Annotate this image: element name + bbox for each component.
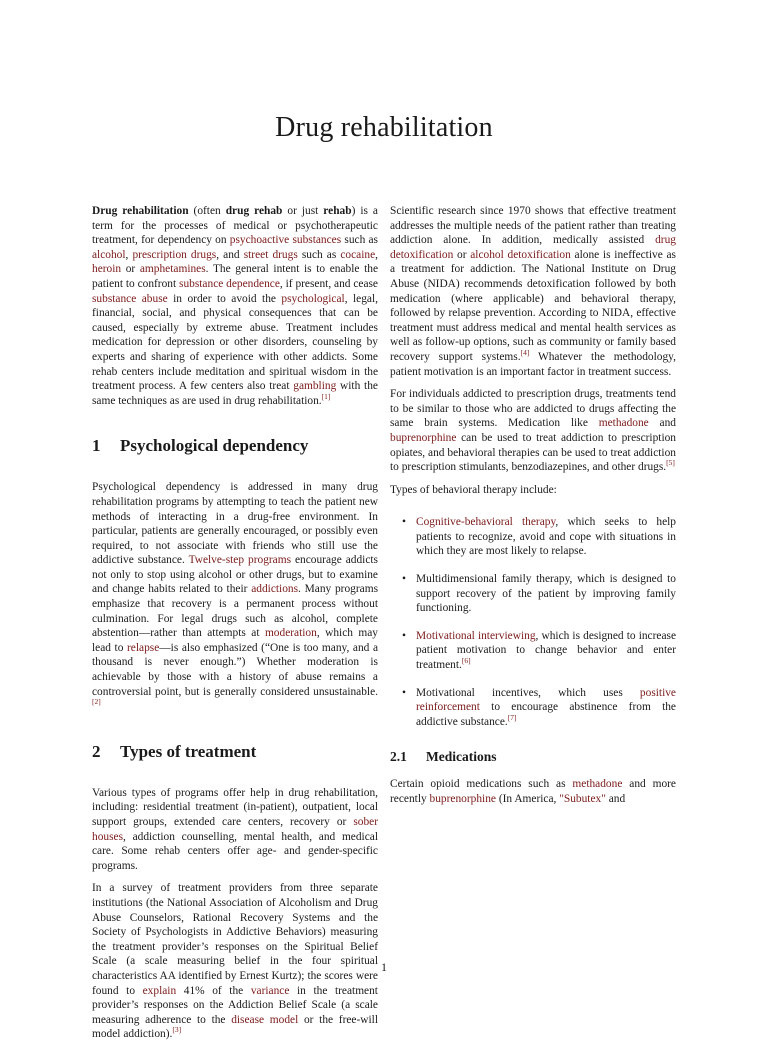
link-subutex[interactable]: "Subutex": [559, 793, 606, 805]
right-column: [390, 204, 676, 815]
prescription-drugs-paragraph: [390, 387, 676, 475]
text: (often: [188, 205, 226, 217]
text: Psychological dependency is addressed in many drug rehabilitation programs by attempting to teach the patient new methods of interacting in a drug-free environment. In particular, patients are generally encouraged, or possibly even required, to not associate with friends who still use the addictive substance.: [92, 481, 378, 567]
link-psychological[interactable]: psychological: [281, 292, 345, 305]
link-methadone-2[interactable]: methadone: [572, 778, 623, 791]
list-item: [416, 629, 676, 673]
link-methadone[interactable]: methadone: [598, 417, 649, 430]
link-variance[interactable]: variance: [250, 984, 290, 997]
link-relapse[interactable]: relapse: [127, 641, 160, 654]
link-cocaine[interactable]: cocaine: [340, 248, 376, 261]
scientific-research-paragraph: [390, 204, 676, 379]
text: , which seeks to help patients to recognize, avoid and cope with situations in which they are most likely to relapse.: [416, 516, 676, 558]
text: —is also emphasized (“One is too many, and a thousand is never enough.”) Whether moderation is achievable by those with a history of abuse remains a controversial point, but is generally considered unsustainable.: [92, 641, 378, 698]
text: such as: [297, 248, 341, 261]
link-street-drugs[interactable]: street drugs: [243, 248, 298, 261]
link-cognitive-behavioral-therapy[interactable]: Cognitive-behavioral therapy: [416, 516, 556, 529]
link-gambling[interactable]: gambling: [293, 380, 337, 393]
text: , and: [216, 248, 244, 261]
text: , addiction counselling, mental health, and medical care. Some rehab centers offer age- and gender-specific programs.: [92, 830, 378, 872]
citation-3[interactable]: [3]: [172, 1025, 182, 1035]
link-drug-detoxification[interactable]: drug detoxification: [390, 234, 676, 261]
subsection-number: 2.1: [390, 749, 407, 765]
section-heading-psychological-dependency: [92, 436, 378, 456]
text: ,: [375, 248, 378, 261]
intro-paragraph: [92, 204, 378, 408]
text: or the free-will model addiction).: [92, 1013, 378, 1041]
link-addictions[interactable]: addictions: [251, 583, 299, 596]
term-bold: rehab: [323, 205, 352, 217]
link-moderation[interactable]: moderation: [264, 627, 317, 640]
section-title: Types of treatment: [120, 741, 257, 761]
link-substance-dependence[interactable]: substance dependence: [179, 277, 280, 290]
text: (In America,: [495, 793, 560, 805]
text: . Many programs emphasize that recovery is a permanent process without culmination. For legal drugs such as alcohol, complete abstention—rather than attempts at: [92, 583, 378, 640]
text: Scientific research since 1970 shows that effective treatment addresses the multiple needs of the patient rather than treating addiction alone. In addition, medically assisted: [390, 205, 676, 247]
page-title: Drug rehabilitation: [275, 112, 493, 143]
text: and: [605, 793, 626, 805]
section-number: 1: [92, 436, 101, 456]
psychological-dependency-paragraph: [92, 480, 378, 714]
list-item: [416, 686, 676, 730]
text: Whatever the methodology, patient motivation is an important factor in treatment success.: [390, 350, 676, 378]
medications-paragraph: [390, 777, 676, 806]
text: . The general intent is to enable the patient to confront: [92, 263, 379, 290]
text: and more recently: [390, 778, 676, 805]
link-heroin[interactable]: heroin: [92, 263, 122, 276]
link-explain[interactable]: explain: [142, 984, 177, 997]
text: alone is ineffective as a treatment for addiction. The National Institute on Drug Abuse (NIDA) recommends detoxification followed by both medication (where applicable) and behavioral therapy, followed by relapse prevention. According to NIDA, effective treatment must address medical and mental health services as well as follow-up options, such as community or family based recovery support systems.: [390, 248, 676, 363]
citation-6[interactable]: [6]: [461, 656, 471, 666]
text: in order to avoid the: [167, 292, 282, 305]
left-column: [92, 204, 378, 1050]
link-buprenorphine-2[interactable]: buprenorphine: [429, 793, 496, 805]
text: Various types of programs offer help in drug rehabilitation, including: residential treatment (in-patient), outpatient, local support groups, extended care centers, recovery or: [92, 786, 378, 828]
citation-7[interactable]: [7]: [507, 713, 517, 723]
text: or: [121, 263, 140, 276]
term-bold: Drug rehabilitation: [92, 205, 189, 217]
text: For individuals addicted to prescription drugs, treatments tend to be similar to those who are addicted to drugs affecting the same brain systems. Medication like: [390, 388, 676, 430]
behavioral-therapy-intro: Types of behavioral therapy include:: [390, 483, 557, 496]
text: , legal, financial, social, and physical consequences that can be caused, especially by extreme abuse. Treatment includes medication for depression or other disorders, counseling by experts and sharing of experience with other addicts. Some rehab centers include meditation and spiritual wisdom in the treatment process. A few centers also treat: [92, 292, 378, 393]
link-motivational-interviewing[interactable]: Motivational interviewing: [416, 629, 536, 642]
text: encourage addicts not only to stop using alcohol or other drugs, but to examine and change habits related to their: [92, 554, 378, 596]
text: or: [453, 248, 471, 261]
text: ) is a term for the processes of medical or psychotherapeutic treatment, for dependency on: [92, 205, 378, 247]
page-number: 1: [381, 960, 387, 974]
link-twelve-step-programs[interactable]: Twelve-step programs: [188, 554, 292, 567]
text: In a survey of treatment providers from three separate institutions (the National Association of Alcoholism and Drug Abuse Counselors, Rational Recovery Systems and the Society of Psychologists in Addictive Behaviors) measuring the treatment provider’s responses on the Spiritual Belief Scale (a scale measuring belief in the four spiritual characteristics AA identified by Ernest Kurtz); the scores were found to: [92, 882, 378, 997]
behavioral-therapy-list: [390, 515, 676, 729]
section-number: 2: [92, 741, 101, 761]
section-title: Psychological dependency: [120, 436, 309, 456]
link-amphetamines[interactable]: amphetamines: [139, 263, 206, 276]
types-of-treatment-paragraph-1: [92, 786, 378, 874]
text: , which is designed to increase patient motivation to change behavior and enter treatment.: [416, 629, 676, 672]
section-heading-types-of-treatment: [92, 742, 378, 762]
text: to encourage abstinence from the addictive substance.: [416, 701, 676, 728]
text: ,: [125, 248, 133, 261]
list-item: [416, 515, 676, 559]
list-item: [416, 572, 676, 616]
link-substance-abuse[interactable]: substance abuse: [92, 292, 168, 305]
text: such as: [341, 234, 378, 247]
subsection-heading-medications: [390, 749, 676, 765]
citation-4[interactable]: [4]: [520, 348, 530, 358]
link-disease-model[interactable]: disease model: [231, 1013, 299, 1026]
text: , which may lead to: [92, 627, 378, 654]
link-psychoactive-substances[interactable]: psychoactive substances: [229, 234, 342, 247]
text: and: [648, 417, 676, 430]
text: in the treatment provider’s responses on the Addiction Belief Scale (a scale measuring adherence to the: [92, 984, 378, 1026]
subsection-title: Medications: [426, 749, 497, 765]
text: with the same techniques as are used in drug rehabilitation.: [92, 380, 378, 407]
link-positive-reinforcement[interactable]: positive reinforcement: [416, 686, 676, 714]
link-alcohol-detoxification[interactable]: alcohol detoxification: [470, 248, 571, 261]
citation-5[interactable]: [5]: [666, 458, 675, 468]
term-bold: drug rehab: [225, 205, 283, 217]
text: Motivational incentives, which uses: [416, 686, 640, 699]
citation-2[interactable]: [2]: [92, 697, 101, 707]
link-buprenorphine[interactable]: buprenorphine: [390, 431, 457, 444]
text: can be used to treat addiction to prescription opiates, and behavioral therapies can be used to treat addiction to prescription stimulants, benzodiazepines, and other drugs.: [390, 431, 676, 474]
text: , if present, and cease: [279, 277, 378, 290]
text: 41% of the: [176, 984, 251, 997]
link-alcohol[interactable]: alcohol: [92, 248, 126, 261]
citation-1[interactable]: [1]: [321, 391, 331, 401]
link-sober-houses[interactable]: sober houses: [92, 816, 378, 843]
link-prescription-drugs[interactable]: prescription drugs: [132, 248, 217, 261]
text: Certain opioid medications such as: [390, 778, 573, 791]
text: or just: [282, 205, 324, 217]
text: Multidimensional family therapy, which is designed to support recovery of the patient by improving family functioning.: [416, 573, 676, 615]
